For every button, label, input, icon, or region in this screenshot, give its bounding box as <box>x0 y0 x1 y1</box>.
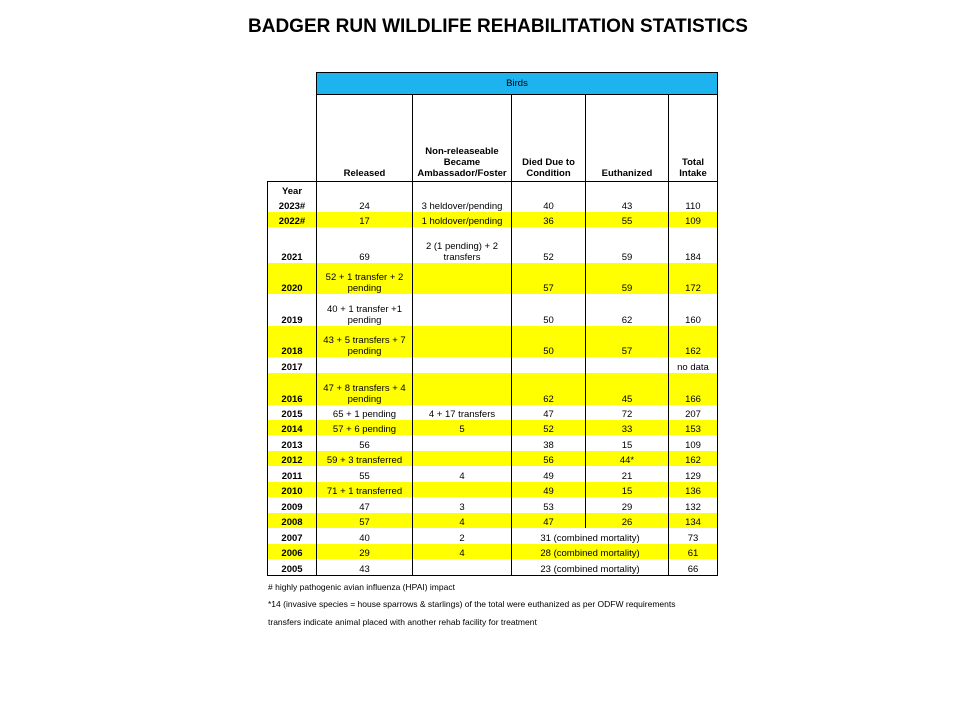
cell-died: 49 <box>512 466 586 482</box>
cell-year: 2011 <box>268 466 317 482</box>
cell-total-intake: 162 <box>669 451 718 466</box>
cell-euthanized: 21 <box>586 466 669 482</box>
table-row <box>268 497 718 513</box>
cell-year: 2009 <box>268 497 317 513</box>
table-row <box>268 373 718 405</box>
cell-total-intake: 134 <box>669 513 718 528</box>
cell-released: 71 + 1 transferred <box>317 482 413 497</box>
cell-total-intake: 73 <box>669 528 718 544</box>
cell-total-intake: 132 <box>669 497 718 513</box>
cell-nonreleaseable: 4 <box>413 544 512 559</box>
cell-nonreleaseable <box>413 451 512 466</box>
cell-released: 59 + 3 transferred <box>317 451 413 466</box>
cell-year: 2007 <box>268 528 317 544</box>
cell-released: 47 + 8 transfers + 4 pending <box>317 373 413 405</box>
cell-euthanized: 59 <box>586 227 669 263</box>
cell-died: 40 <box>512 197 586 212</box>
cell-nonreleaseable <box>413 294 512 326</box>
cell-total-intake: 184 <box>669 227 718 263</box>
cell-released: 43 <box>317 559 413 576</box>
cell-released: 47 <box>317 497 413 513</box>
cell-combined-mortality: 28 (combined mortality) <box>512 544 669 559</box>
corner-cell <box>268 95 317 182</box>
table-row <box>268 326 718 357</box>
cell-total-intake: 61 <box>669 544 718 559</box>
cell-released: 52 + 1 transfer + 2 pending <box>317 263 413 294</box>
cell-euthanized: 44* <box>586 451 669 466</box>
cell-year: 2018 <box>268 326 317 357</box>
cell-year: 2017 <box>268 357 317 373</box>
cell-released: 56 <box>317 435 413 451</box>
table-row <box>268 466 718 482</box>
cell-released: 17 <box>317 212 413 227</box>
cell-year: 2019 <box>268 294 317 326</box>
cell-nonreleaseable: 1 holdover/pending <box>413 212 512 227</box>
table-row <box>268 294 718 326</box>
cell-total-intake: 129 <box>669 466 718 482</box>
cell-died: 56 <box>512 451 586 466</box>
cell-released: 57 + 6 pending <box>317 420 413 435</box>
cell-euthanized: 45 <box>586 373 669 405</box>
cell-nonreleaseable: 5 <box>413 420 512 435</box>
cell-nonreleaseable <box>413 435 512 451</box>
cell-year: 2020 <box>268 263 317 294</box>
cell-year: 2006 <box>268 544 317 559</box>
cell-released: 29 <box>317 544 413 559</box>
cell-total-intake: 172 <box>669 263 718 294</box>
footnotes <box>268 582 728 628</box>
corner-cell <box>268 73 317 95</box>
cell-total-intake: 166 <box>669 373 718 405</box>
cell-year: 2023# <box>268 197 317 212</box>
table-row <box>268 197 718 212</box>
cell-released: 24 <box>317 197 413 212</box>
cell-nonreleaseable <box>413 373 512 405</box>
cell-euthanized: 43 <box>586 197 669 212</box>
cell-released: 40 <box>317 528 413 544</box>
cell-euthanized: 59 <box>586 263 669 294</box>
statistics-table <box>267 72 718 576</box>
cell-released: 55 <box>317 466 413 482</box>
table-row <box>268 528 718 544</box>
cell-died: 52 <box>512 227 586 263</box>
cell-year: 2005 <box>268 559 317 576</box>
cell-total-intake: 207 <box>669 405 718 420</box>
cell-released: 40 + 1 transfer +1 pending <box>317 294 413 326</box>
cell-total-intake: 153 <box>669 420 718 435</box>
table-row <box>268 405 718 420</box>
table-row <box>268 357 718 373</box>
cell-died: 50 <box>512 294 586 326</box>
cell-died: 47 <box>512 405 586 420</box>
cell-total-intake: 160 <box>669 294 718 326</box>
cell-euthanized: 33 <box>586 420 669 435</box>
footnote-hpai: # highly pathogenic avian influenza (HPAI) impact <box>268 582 455 592</box>
cell-nonreleaseable: 4 <box>413 466 512 482</box>
cell-euthanized: 15 <box>586 482 669 497</box>
cell-released: 57 <box>317 513 413 528</box>
cell-nonreleaseable: 2 <box>413 528 512 544</box>
cell-euthanized: 15 <box>586 435 669 451</box>
cell-nonreleaseable <box>413 559 512 576</box>
cell-nonreleaseable: 4 + 17 transfers <box>413 405 512 420</box>
cell-combined-mortality: 31 (combined mortality) <box>512 528 669 544</box>
table-row <box>268 227 718 263</box>
cell-released: 69 <box>317 227 413 263</box>
col-header-nonreleaseable: Non-releaseable Became Ambassador/Foster <box>413 95 512 182</box>
table-row <box>268 451 718 466</box>
cell-total-intake: 162 <box>669 326 718 357</box>
cell-nonreleaseable: 3 heldover/pending <box>413 197 512 212</box>
col-header-total-intake: Total Intake <box>669 95 718 182</box>
cell-year: 2008 <box>268 513 317 528</box>
cell-year: 2016 <box>268 373 317 405</box>
cell-died: 57 <box>512 263 586 294</box>
cell-died: 62 <box>512 373 586 405</box>
col-header-euthanized: Euthanized <box>586 95 669 182</box>
cell-year: 2021 <box>268 227 317 263</box>
table-row <box>268 435 718 451</box>
cell-total-intake: 136 <box>669 482 718 497</box>
cell-died: 36 <box>512 212 586 227</box>
cell-nonreleaseable: 3 <box>413 497 512 513</box>
cell-nonreleaseable <box>413 263 512 294</box>
cell-euthanized: 72 <box>586 405 669 420</box>
table-row <box>268 482 718 497</box>
cell-died: 52 <box>512 420 586 435</box>
cell-total-intake: no data <box>669 357 718 373</box>
table-row <box>268 559 718 576</box>
cell-euthanized: 26 <box>586 513 669 528</box>
cell-released: 43 + 5 transfers + 7 pending <box>317 326 413 357</box>
cell-died: 50 <box>512 326 586 357</box>
cell-total-intake: 109 <box>669 435 718 451</box>
cell-nonreleaseable: 2 (1 pending) + 2 transfers <box>413 227 512 263</box>
cell-died: 53 <box>512 497 586 513</box>
footnote-invasive: *14 (invasive species = house sparrows & starlings) of the total were euthanized as per ODFW requirements <box>268 599 676 609</box>
cell-died: 47 <box>512 513 586 528</box>
cell-year: 2012 <box>268 451 317 466</box>
cell-year: 2022# <box>268 212 317 227</box>
table-row <box>268 513 718 528</box>
cell-total-intake: 110 <box>669 197 718 212</box>
cell-died: 49 <box>512 482 586 497</box>
cell-nonreleaseable <box>413 482 512 497</box>
cell-released <box>317 357 413 373</box>
birds-band-header: Birds <box>317 73 718 95</box>
cell-died <box>512 357 586 373</box>
col-header-released: Released <box>317 95 413 182</box>
cell-total-intake: 66 <box>669 559 718 576</box>
cell-nonreleaseable <box>413 357 512 373</box>
cell-died: 38 <box>512 435 586 451</box>
footnote-transfers: transfers indicate animal placed with another rehab facility for treatment <box>268 617 537 627</box>
table-row <box>268 212 718 227</box>
cell-released: 65 + 1 pending <box>317 405 413 420</box>
cell-combined-mortality: 23 (combined mortality) <box>512 559 669 576</box>
table-row <box>268 263 718 294</box>
cell-total-intake: 109 <box>669 212 718 227</box>
table-row <box>268 544 718 559</box>
page-title: BADGER RUN WILDLIFE REHABILITATION STATISTICS <box>248 16 748 37</box>
cell-euthanized: 29 <box>586 497 669 513</box>
cell-nonreleaseable: 4 <box>413 513 512 528</box>
cell-year: 2015 <box>268 405 317 420</box>
cell-year: 2013 <box>268 435 317 451</box>
cell-year: 2010 <box>268 482 317 497</box>
cell-euthanized: 62 <box>586 294 669 326</box>
table-body <box>268 182 718 576</box>
cell-euthanized: 55 <box>586 212 669 227</box>
cell-year: 2014 <box>268 420 317 435</box>
col-header-died: Died Due to Condition <box>512 95 586 182</box>
cell-nonreleaseable <box>413 326 512 357</box>
table-row <box>268 420 718 435</box>
cell-euthanized <box>586 357 669 373</box>
cell-euthanized: 57 <box>586 326 669 357</box>
year-label: Year <box>268 182 317 198</box>
